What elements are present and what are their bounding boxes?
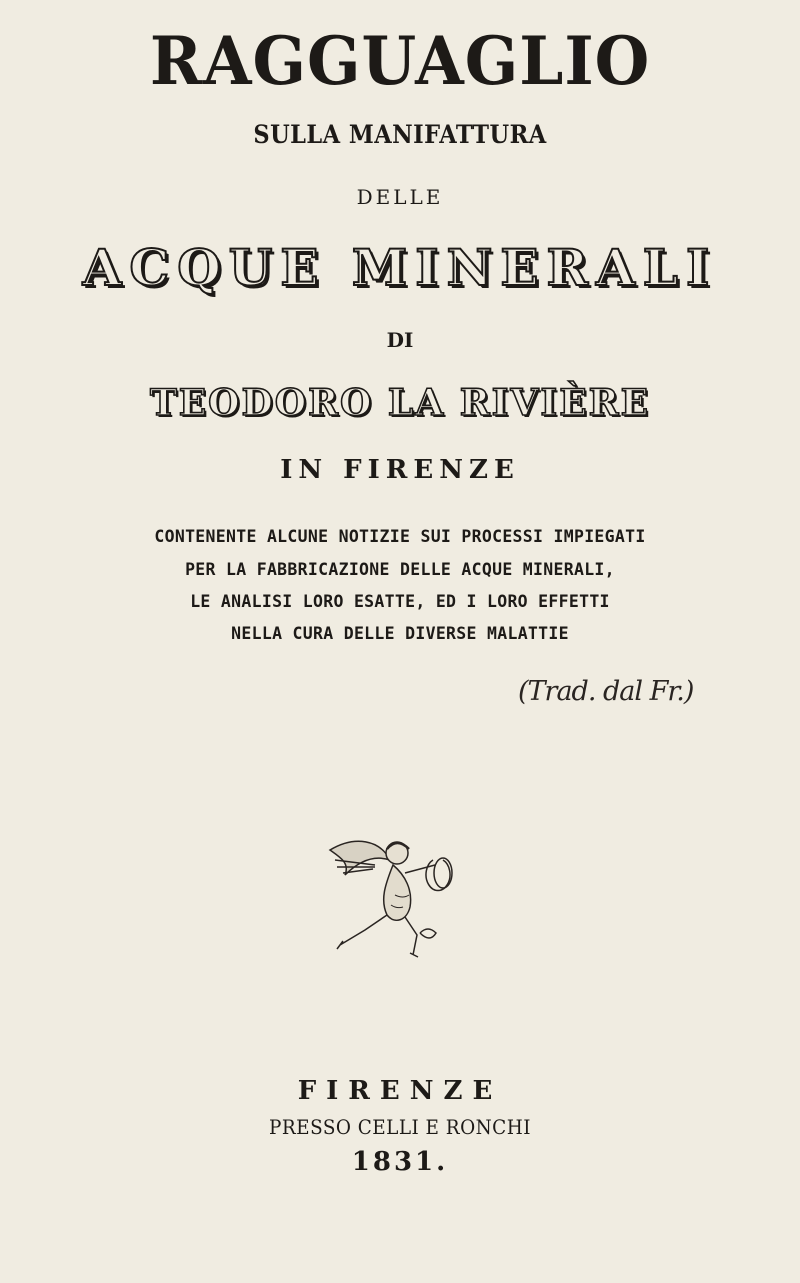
subtitle-line: SULLA MANIFATTURA <box>253 120 547 149</box>
description-line: PER LA FABBRICAZIONE DELLE ACQUE MINERALI, <box>185 560 615 579</box>
imprint-publisher: PRESSO CELLI E RONCHI <box>269 1115 531 1139</box>
subtitle-line: DI <box>386 328 414 352</box>
cherub-vignette-icon <box>325 825 465 965</box>
description-line: CONTENENTE ALCUNE NOTIZIE SUI PROCESSI IMPIEGATI <box>154 527 646 546</box>
subtitle-decorative: ACQUE MINERALI <box>82 238 718 297</box>
description-line: LE ANALISI LORO ESATTE, ED I LORO EFFETTI <box>190 592 610 611</box>
imprint-city: FIRENZE <box>297 1076 503 1106</box>
subtitle-line: DELLE <box>356 185 444 209</box>
author-name: TEODORO LA RIVIÈRE <box>149 382 651 424</box>
handwritten-note: (Trad. dal Fr.) <box>518 676 694 707</box>
location-line: IN FIRENZE <box>280 455 520 485</box>
imprint-year: 1831. <box>351 1147 449 1177</box>
description-line: NELLA CURA DELLE DIVERSE MALATTIE <box>231 624 569 643</box>
book-title: RAGGUAGLIO <box>149 22 651 100</box>
